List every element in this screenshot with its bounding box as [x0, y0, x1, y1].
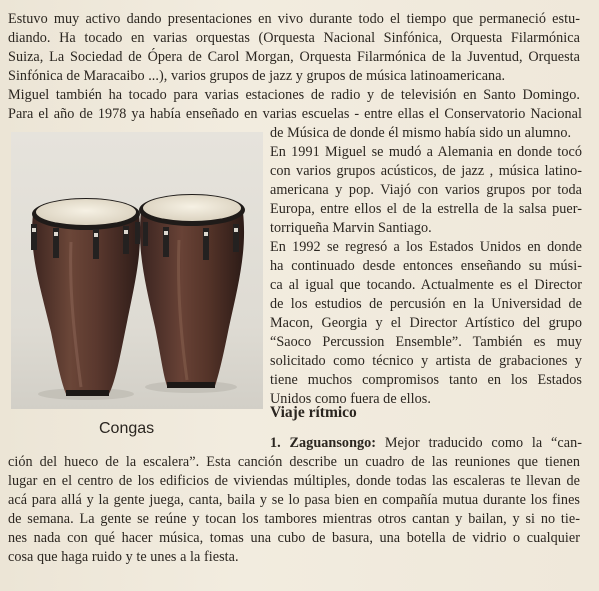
text-line: solicitado como técnico y artista de grabaciones y — [270, 353, 582, 369]
text-line: nes nada con qué hacer música, tomas una cubo de basura, una botella de vidrio o cualquier — [8, 530, 580, 546]
text-line: de semana. La gente se reúne y tocan los tambores mientras otros cantan y bailan, y si no tie- — [8, 511, 580, 527]
text-line: Macon, Georgia y el Director Artístico del grupo — [270, 315, 582, 331]
text-line: Europa, entre ellos el de la estrella de la salsa puer- — [270, 201, 582, 217]
section-heading: Viaje rítmico — [270, 404, 357, 421]
conga-drums-photo — [11, 132, 263, 409]
text-line: En 1991 Miguel se mudó a Alemania en donde tocó — [270, 144, 582, 160]
text-line: Suiza, La Sociedad de Ópera de Carol Morgan, Orquesta Filarmónica de la Juventud, Orquesta — [8, 49, 580, 65]
conga-drums-illustration — [11, 132, 263, 409]
track-title-rest: Mejor traducido como la “can- — [376, 435, 582, 451]
text-line: Estuvo muy activo dando presentaciones en vivo durante todo el tiempo que permaneció estu- — [8, 11, 580, 27]
text-line: acá para allá y la gente juega, canta, baila y se lo pasa bien en compañía mutua durante los fines — [8, 492, 580, 508]
text-line: ha continuado desde entonces enseñando su músi- — [270, 258, 582, 274]
photo-caption: Congas — [99, 420, 155, 437]
text-line: “Saoco Percussion Ensemble”. También es muy — [270, 334, 582, 350]
text-line: ca al igual que tocando. Actualmente es el Director — [270, 277, 582, 293]
text-line: Miguel también ha tocado para varias estaciones de radio y de televisión en Santo Domingo. — [8, 87, 580, 103]
text-line: de Música de donde él mismo había sido un alumno. — [270, 125, 572, 141]
text-line: Unidos como fuera de ellos. — [270, 391, 431, 407]
text-line: americana y pop. Viajó con varios grupos por toda — [270, 182, 582, 198]
track-title: 1. Zaguansongo: — [270, 435, 377, 451]
text-line: tiene muchos compromisos tanto en los Estados — [270, 372, 582, 388]
text-line: En 1992 se regresó a los Estados Unidos en donde — [270, 239, 582, 255]
text-line: torriqueña Marvin Santiago. — [270, 220, 432, 236]
text-line: de los estudios de percusión en la Universidad de — [270, 296, 582, 312]
text-line: diando. Ha tocado en varias orquestas (Orquesta Nacional Sinfónica, Orquesta Filarmónica — [8, 30, 580, 46]
text-line: con varios grupos acústicos, de jazz , música latino- — [270, 163, 582, 179]
text-line: Sinfónica de Maracaibo ...), varios grupos de jazz y grupos de música latinoamericana. — [8, 68, 506, 84]
text-line: ción del hueco de la escalera”. Esta canción describe un cuadro de las reuniones que tienen — [8, 454, 580, 470]
text-line: Para el año de 1978 ya había enseñado en varias escuelas - entre ellas el Conservatorio Nacional — [8, 106, 582, 122]
text-line: cosa que haga ruido y te unes a la fiesta. — [8, 549, 239, 565]
text-line: lugar en el centro de los edificios de viviendas múltiples, donde todas las escaleras te llevan de — [8, 473, 580, 489]
track-item-first-line — [270, 434, 582, 452]
